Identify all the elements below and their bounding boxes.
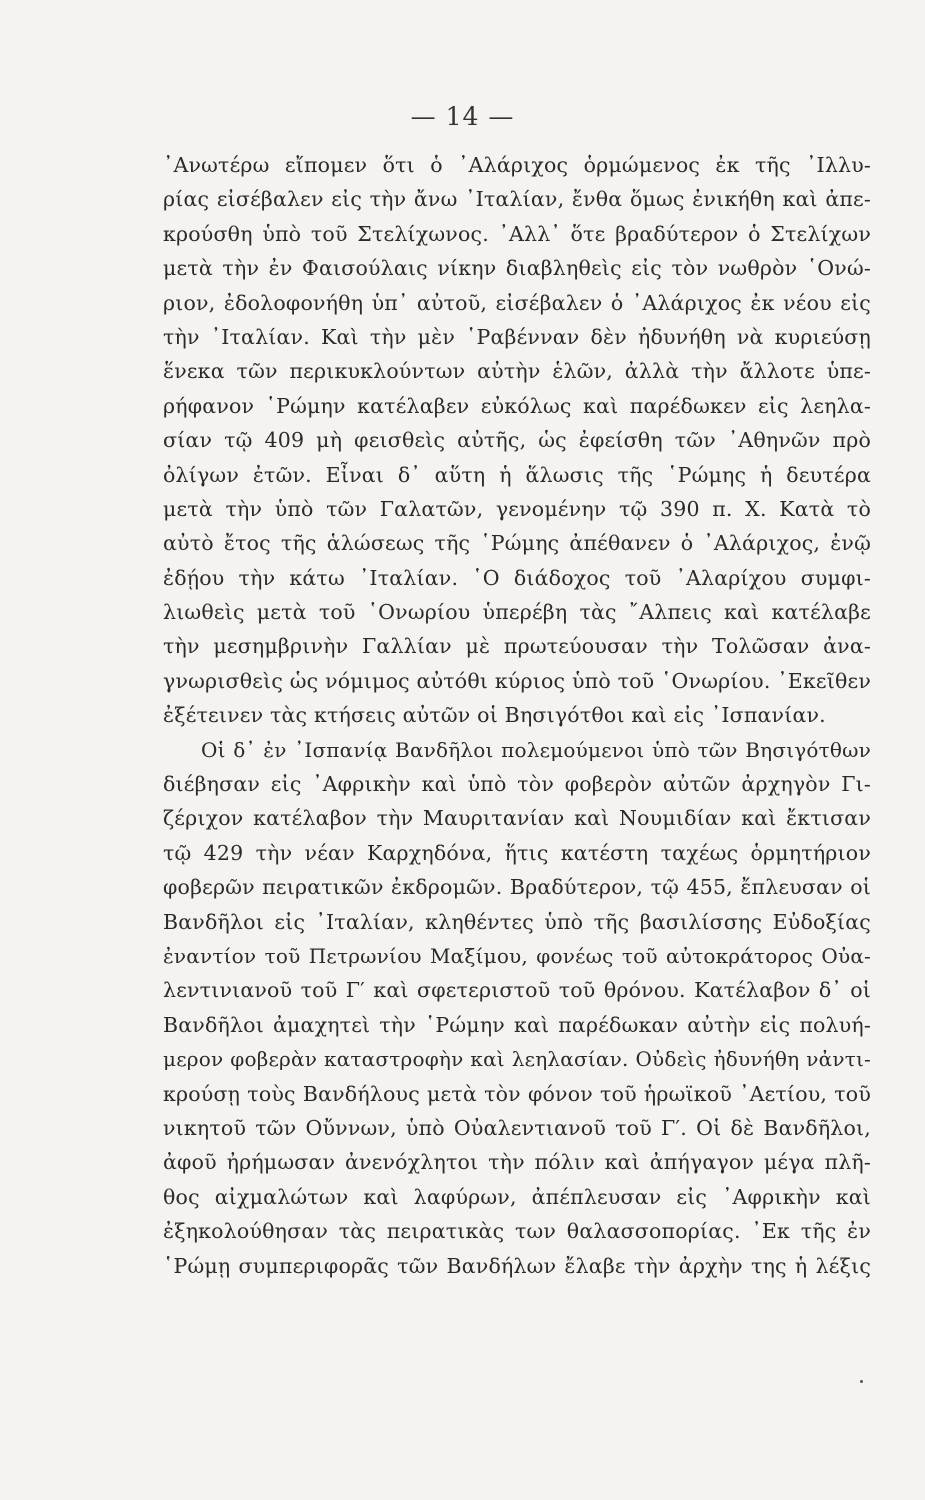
text-line: ἐναντίον τοῦ Πετρωνίου Μαξίμου, φονέως τοῦ αὐτοκράτορος Οὐα-	[163, 943, 871, 968]
text-line: ἕνεκα τῶν περικυκλούντων αὐτὴν ἑλῶν, ἀλλὰ τὴν ἄλλοτε ὑπε-	[163, 359, 871, 384]
body-text	[163, 148, 871, 1283]
text-line: διέβησαν εἰς ᾽Αφρικὴν καὶ ὑπὸ τὸν φοβερὸν αὐτῶν ἀρχηγὸν Γι-	[163, 772, 871, 797]
text-line: τὴν ᾽Ιταλίαν. Καὶ τὴν μὲν ῾Ραβένναν δὲν ἠδυνήθη νὰ κυριεύσῃ	[163, 324, 871, 349]
text-line: κρούσῃ τοὺς Βανδήλους μετὰ τὸν φόνον τοῦ ἡρωϊκοῦ ᾽Αετίου, τοῦ	[163, 1081, 871, 1106]
text-line: θος αἰχμαλώτων καὶ λαφύρων, ἀπέπλευσαν εἰς ᾽Αφρικὴν καὶ	[163, 1184, 871, 1209]
text-line: τῷ 429 τὴν νέαν Καρχηδόνα, ἥτις κατέστη ταχέως ὁρμητήριον	[163, 840, 871, 865]
text-line: ζέριχον κατέλαβον τὴν Μαυριτανίαν καὶ Νουμιδίαν καὶ ἔκτισαν	[163, 806, 871, 831]
text-line: Οἱ δ᾽ ἐν ᾽Ισπανίᾳ Βανδῆλοι πολεμούμενοι ὑπὸ τῶν Βησιγότθων	[201, 737, 871, 762]
text-line: ρήφανον ῾Ρώμην κατέλαβεν εὐκόλως καὶ παρέδωκεν εἰς λεηλα-	[163, 393, 871, 418]
text-line: Βανδῆλοι ἀμαχητεὶ τὴν ῾Ρώμην καὶ παρέδωκαν αὐτὴν εἰς πολυή-	[163, 1012, 871, 1037]
text-line: ριον, ἐδολοφονήθη ὑπ᾽ αὐτοῦ, εἰσέβαλεν ὁ ᾽Αλάριχος ἐκ νέου εἰς	[163, 290, 871, 315]
text-line: τὴν μεσημβρινὴν Γαλλίαν μὲ πρωτεύουσαν τὴν Τολῶσαν ἀνα-	[163, 634, 871, 659]
text-line: κρούσθη ὑπὸ τοῦ Στελίχωνος. ᾽Αλλ᾽ ὅτε βραδύτερον ὁ Στελίχων	[163, 221, 871, 246]
text-line: ᾽Ανωτέρω εἴπομεν ὅτι ὁ ᾽Αλάριχος ὁρμώμενος ἐκ τῆς ᾽Ιλλυ-	[163, 153, 871, 177]
paragraph	[163, 733, 871, 1283]
scan-speck	[860, 1380, 863, 1383]
text-line: γνωρισθεὶς ὡς νόμιμος αὐτόθι κύριος ὑπὸ τοῦ ῾Ονωρίου. ᾽Εκεῖθεν	[163, 668, 871, 693]
text-line: ρίας εἰσέβαλεν εἰς τὴν ἄνω ᾽Ιταλίαν, ἔνθα ὅμως ἐνικήθη καὶ ἀπε-	[163, 187, 871, 212]
page-number: — 14 —	[410, 102, 515, 131]
text-line: νικητοῦ τῶν Οὔννων, ὑπὸ Οὐαλεντιανοῦ τοῦ Γ′. Οἱ δὲ Βανδῆλοι,	[163, 1115, 871, 1140]
text-line: ὀλίγων ἐτῶν. Εἶναι δ᾽ αὕτη ἡ ἅλωσις τῆς ῾Ρώμης ἡ δευτέρα	[163, 462, 871, 487]
text-line: ἐξέτεινεν τὰς κτήσεις αὐτῶν οἱ Βησιγότθοι καὶ εἰς ᾽Ισπανίαν.	[163, 703, 826, 728]
text-line: αὐτὸ ἔτος τῆς ἁλώσεως τῆς ῾Ρώμης ἀπέθανεν ὁ ᾽Αλάριχος, ἐνῷ	[163, 531, 871, 556]
text-line: λιωθεὶς μετὰ τοῦ ῾Ονωρίου ὑπερέβη τὰς ῎Αλπεις καὶ κατέλαβε	[163, 600, 871, 625]
text-line: μετὰ τὴν ὑπὸ τῶν Γαλατῶν, γενομένην τῷ 390 π. Χ. Κατὰ τὸ	[163, 496, 871, 521]
paragraph	[163, 148, 871, 733]
text-line: Βανδῆλοι εἰς ᾽Ιταλίαν, κληθέντες ὑπὸ τῆς βασιλίσσης Εὐδοξίας	[163, 909, 871, 934]
text-line: ἐξηκολούθησαν τὰς πειρατικὰς των θαλασσοπορίας. ᾽Εκ τῆς ἐν	[163, 1219, 871, 1244]
text-line: μετὰ τὴν ἐν Φαισούλαις νίκην διαβληθεὶς εἰς τὸν νωθρὸν ῾Ονώ-	[163, 256, 871, 281]
text-line: φοβερῶν πειρατικῶν ἐκδρομῶν. Βραδύτερον, τῷ 455, ἔπλευσαν οἱ	[163, 875, 871, 900]
text-line: ῾Ρώμῃ συμπεριφορᾶς τῶν Βανδήλων ἔλαβε τὴν ἀρχὴν της ἡ λέξις	[163, 1253, 871, 1278]
text-line: μερον φοβερὰν καταστροφὴν καὶ λεηλασίαν. Οὐδεὶς ἠδυνήθη νἀντι-	[163, 1047, 871, 1072]
text-line: ἐδῄου τὴν κάτω ᾽Ιταλίαν. ῾Ο διάδοχος τοῦ ᾽Αλαρίχου συμφι-	[163, 565, 871, 590]
text-line: λεντινιανοῦ τοῦ Γ′ καὶ σφετεριστοῦ τοῦ θρόνου. Κατέλαβον δ᾽ οἱ	[163, 978, 871, 1003]
text-line: σίαν τῷ 409 μὴ φεισθεὶς αὐτῆς, ὡς ἐφείσθη τῶν ᾽Αθηνῶν πρὸ	[163, 428, 871, 453]
text-line: ἀφοῦ ἠρήμωσαν ἀνενόχλητοι τὴν πόλιν καὶ ἀπήγαγον μέγα πλῆ-	[163, 1150, 871, 1175]
